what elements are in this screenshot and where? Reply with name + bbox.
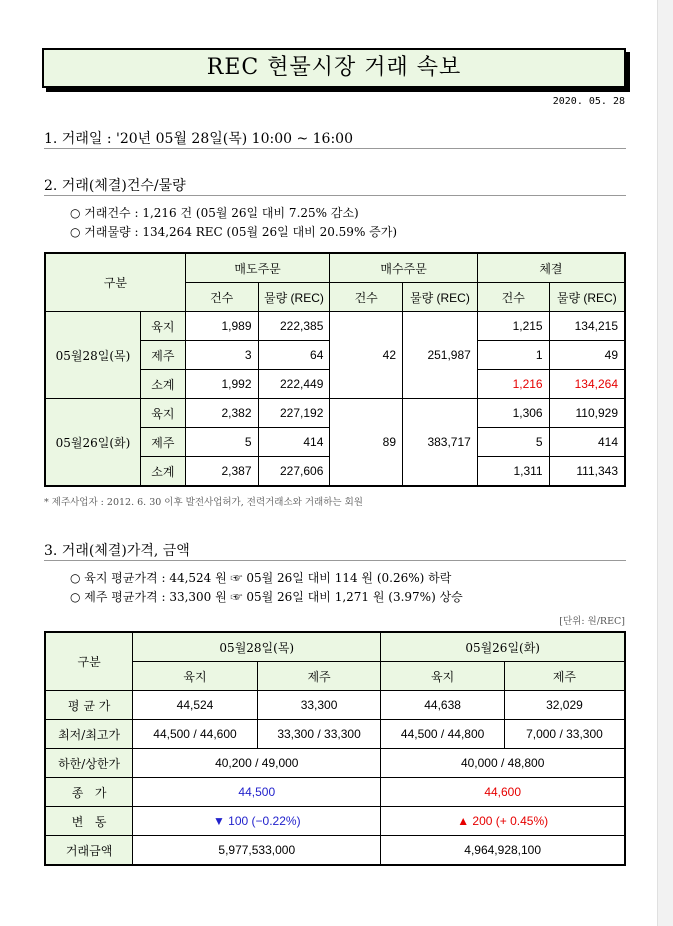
row-label-amount: 거래금액 <box>45 836 133 866</box>
bullet-count: ○ 거래건수 : 1,216 건 (05월 26일 대비 7.25% 감소) <box>70 206 359 220</box>
sell-volume: 227,606 <box>258 457 330 487</box>
row-label: 소계 <box>141 370 186 399</box>
header-buy-volume: 물량 (REC) <box>403 283 478 312</box>
row-label-change: 변 동 <box>45 807 133 836</box>
header-buy-order: 매수주문 <box>330 253 477 283</box>
header-jeju: 제주 <box>257 662 381 691</box>
deal-volume: 49 <box>549 341 625 370</box>
table-row <box>45 691 625 720</box>
deal-count: 1,215 <box>477 312 549 341</box>
deal-count-highlight: 1,216 <box>477 370 549 399</box>
header-sell-order: 매도주문 <box>185 253 330 283</box>
deal-volume-highlight: 134,264 <box>549 370 625 399</box>
limit-d1: 40,200 / 49,000 <box>133 749 381 778</box>
bullet-land-price: ○ 육지 평균가격 : 44,524 원 ☞ 05월 26일 대비 114 원 (0.26%) 하락 <box>70 571 452 585</box>
footnote: * 제주사업자 : 2012. 6. 30 이후 발전사업허가, 전력거래소와 거래하는 회원 <box>44 497 363 508</box>
header-date1: 05월28일(목) <box>133 632 381 662</box>
section2-heading: 2. 거래(체결)건수/물량 <box>44 178 186 194</box>
section3-rule <box>44 560 626 561</box>
header-deal-count: 건수 <box>477 283 549 312</box>
sell-count: 5 <box>185 428 258 457</box>
avg-d2-jeju: 32,029 <box>504 691 625 720</box>
table-row <box>45 749 625 778</box>
header-land: 육지 <box>381 662 505 691</box>
bullet-jeju-price: ○ 제주 평균가격 : 33,300 원 ☞ 05월 26일 대비 1,271 원 (3.97%) 상승 <box>70 590 463 604</box>
sell-count: 2,387 <box>185 457 258 487</box>
deal-count: 1,311 <box>477 457 549 487</box>
buy-count: 42 <box>330 312 403 399</box>
row-label-minmax: 최저/최고가 <box>45 720 133 749</box>
avg-d1-land: 44,524 <box>133 691 258 720</box>
header-gubun: 구분 <box>45 632 133 691</box>
deal-count: 5 <box>477 428 549 457</box>
sell-volume: 414 <box>258 428 330 457</box>
section2-rule <box>44 195 626 196</box>
minmax-d1-land: 44,500 / 44,600 <box>133 720 258 749</box>
table-row <box>45 399 625 428</box>
table-row <box>45 720 625 749</box>
section3-heading: 3. 거래(체결)가격, 금액 <box>44 543 190 559</box>
header-deal: 체결 <box>477 253 625 283</box>
sell-volume: 64 <box>258 341 330 370</box>
buy-count: 89 <box>330 399 403 487</box>
close-d1: 44,500 <box>133 778 381 807</box>
report-date: 2020. 05. 28 <box>552 96 625 107</box>
limit-d2: 40,000 / 48,800 <box>381 749 625 778</box>
table-row <box>45 778 625 807</box>
sell-count: 2,382 <box>185 399 258 428</box>
header-sell-count: 건수 <box>185 283 258 312</box>
buy-volume: 383,717 <box>403 399 478 487</box>
page-title: REC 현물시장 거래 속보 <box>42 48 626 88</box>
row-label-avg: 평 균 가 <box>45 691 133 720</box>
row-label: 소계 <box>141 457 186 487</box>
row-label-limit: 하한/상한가 <box>45 749 133 778</box>
header-gubun: 구분 <box>45 253 185 312</box>
deal-volume: 111,343 <box>549 457 625 487</box>
row-label: 제주 <box>141 341 186 370</box>
change-d1: ▼ 100 (−0.22%) <box>133 807 381 836</box>
header-deal-volume: 물량 (REC) <box>549 283 625 312</box>
row-label: 제주 <box>141 428 186 457</box>
deal-volume: 110,929 <box>549 399 625 428</box>
sell-volume: 222,449 <box>258 370 330 399</box>
sell-count: 1,989 <box>185 312 258 341</box>
deal-count: 1,306 <box>477 399 549 428</box>
deal-volume: 414 <box>549 428 625 457</box>
header-land: 육지 <box>133 662 258 691</box>
volume-table <box>44 252 626 487</box>
unit-label: [단위: 원/REC] <box>559 616 625 627</box>
header-sell-volume: 물량 (REC) <box>258 283 330 312</box>
section1-heading: 1. 거래일 : '20년 05월 28일(목) 10:00 ~ 16:00 <box>44 131 353 147</box>
group-date: 05월28일(목) <box>45 312 141 399</box>
amount-d1: 5,977,533,000 <box>133 836 381 866</box>
row-label: 육지 <box>141 312 186 341</box>
sell-count: 1,992 <box>185 370 258 399</box>
row-label: 육지 <box>141 399 186 428</box>
row-label-close: 종 가 <box>45 778 133 807</box>
minmax-d1-jeju: 33,300 / 33,300 <box>257 720 381 749</box>
avg-d2-land: 44,638 <box>381 691 505 720</box>
table-row <box>45 312 625 341</box>
price-table <box>44 631 626 866</box>
header-jeju: 제주 <box>504 662 625 691</box>
change-d2: ▲ 200 (+ 0.45%) <box>381 807 625 836</box>
page-edge <box>657 0 673 926</box>
deal-volume: 134,215 <box>549 312 625 341</box>
header-date2: 05월26일(화) <box>381 632 625 662</box>
group-date: 05월26일(화) <box>45 399 141 487</box>
buy-volume: 251,987 <box>403 312 478 399</box>
sell-volume: 227,192 <box>258 399 330 428</box>
section1-rule <box>44 148 626 149</box>
table-row <box>45 836 625 866</box>
header-buy-count: 건수 <box>330 283 403 312</box>
sell-volume: 222,385 <box>258 312 330 341</box>
deal-count: 1 <box>477 341 549 370</box>
close-d2: 44,600 <box>381 778 625 807</box>
minmax-d2-jeju: 7,000 / 33,300 <box>504 720 625 749</box>
sell-count: 3 <box>185 341 258 370</box>
table-row <box>45 807 625 836</box>
avg-d1-jeju: 33,300 <box>257 691 381 720</box>
bullet-volume: ○ 거래물량 : 134,264 REC (05월 26일 대비 20.59% 증가) <box>70 225 398 239</box>
minmax-d2-land: 44,500 / 44,800 <box>381 720 505 749</box>
amount-d2: 4,964,928,100 <box>381 836 625 866</box>
